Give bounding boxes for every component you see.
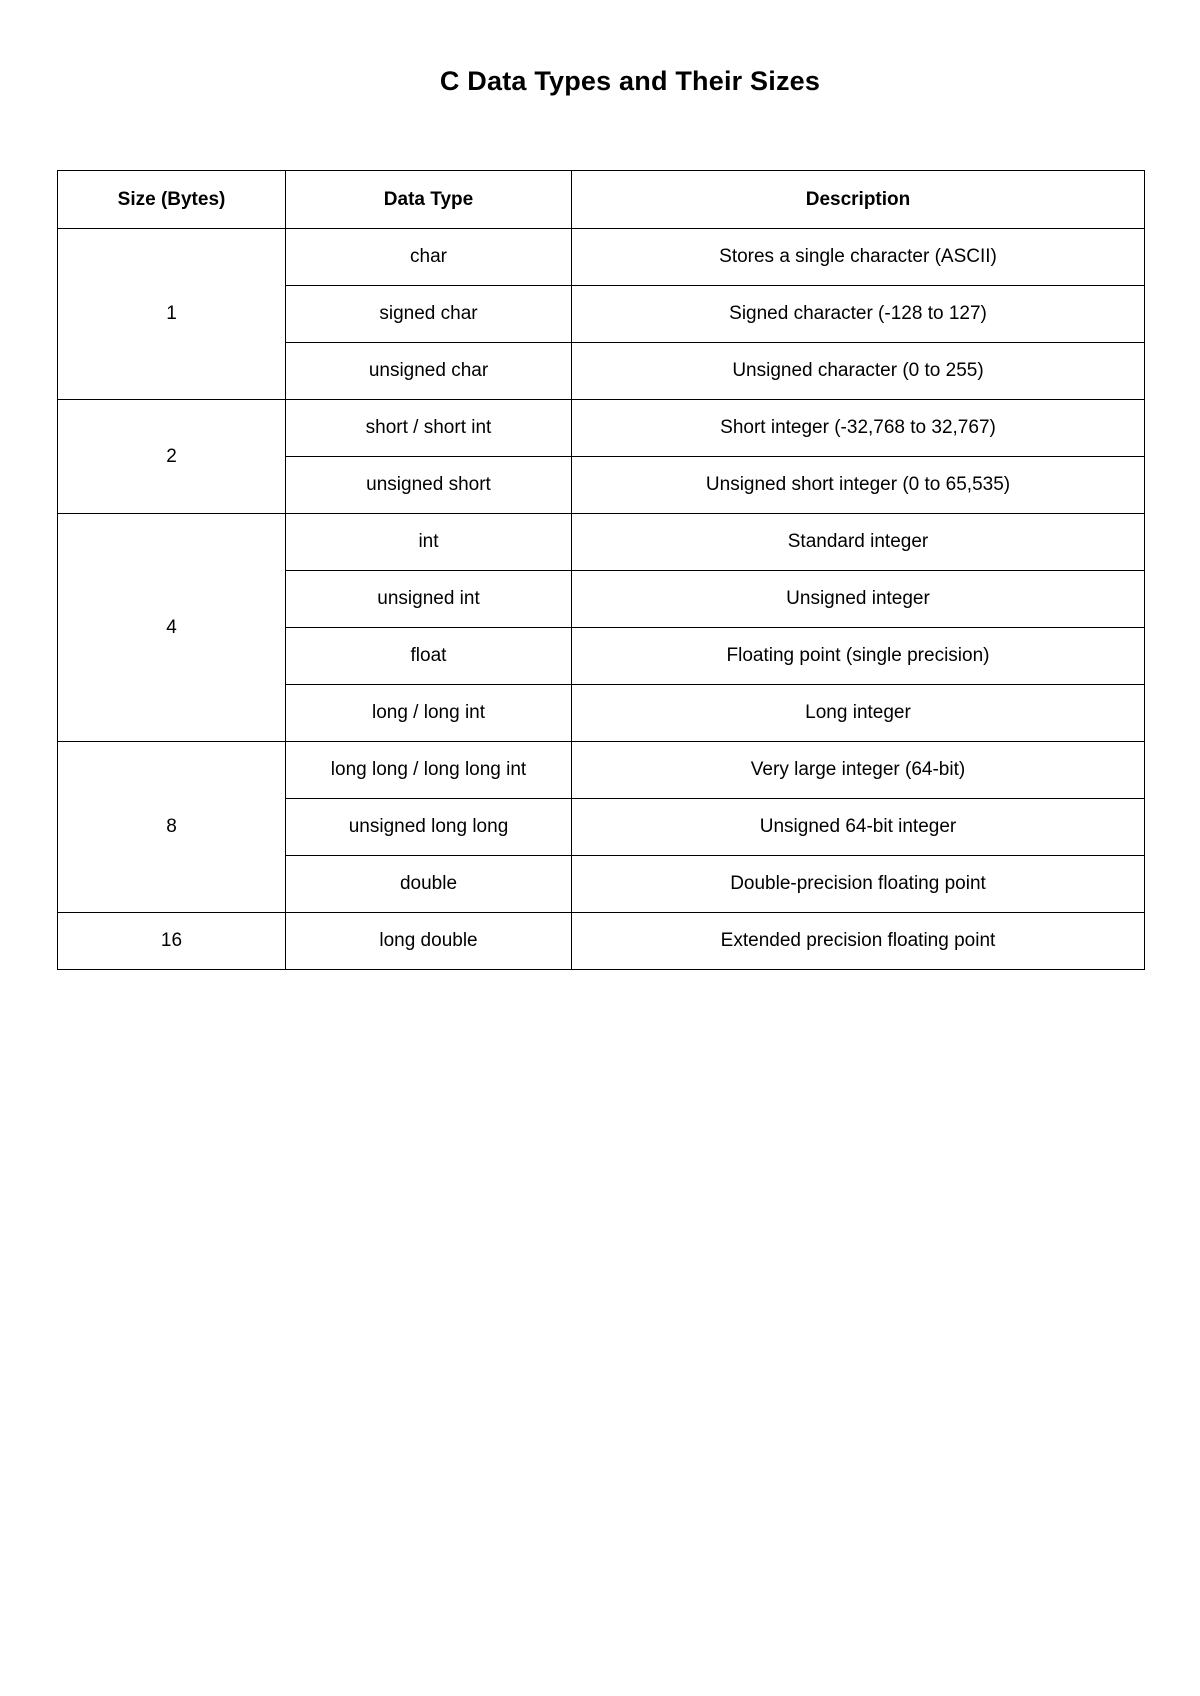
type-cell: float [286, 628, 572, 685]
description-cell: Unsigned short integer (0 to 65,535) [572, 457, 1145, 514]
description-cell: Short integer (-32,768 to 32,767) [572, 400, 1145, 457]
type-cell: unsigned short [286, 457, 572, 514]
size-cell: 8 [58, 742, 286, 913]
table-row [58, 400, 1145, 457]
description-cell: Extended precision floating point [572, 913, 1145, 970]
header-size: Size (Bytes) [58, 171, 286, 229]
type-cell: signed char [286, 286, 572, 343]
description-cell: Long integer [572, 685, 1145, 742]
description-cell: Unsigned character (0 to 255) [572, 343, 1145, 400]
table-header-row [58, 171, 1145, 229]
description-cell: Stores a single character (ASCII) [572, 229, 1145, 286]
page-title: C Data Types and Their Sizes [439, 66, 821, 96]
size-cell: 1 [58, 229, 286, 400]
type-cell: int [286, 514, 572, 571]
size-cell: 2 [58, 400, 286, 514]
description-cell: Floating point (single precision) [572, 628, 1145, 685]
header-data-type: Data Type [286, 171, 572, 229]
type-cell: long double [286, 913, 572, 970]
type-cell: long long / long long int [286, 742, 572, 799]
type-cell: unsigned int [286, 571, 572, 628]
table-row [58, 229, 1145, 286]
table-row [58, 913, 1145, 970]
size-cell: 4 [58, 514, 286, 742]
description-cell: Very large integer (64-bit) [572, 742, 1145, 799]
data-types-table [57, 170, 1145, 970]
type-cell: char [286, 229, 572, 286]
type-cell: short / short int [286, 400, 572, 457]
description-cell: Standard integer [572, 514, 1145, 571]
type-cell: unsigned long long [286, 799, 572, 856]
header-description: Description [572, 171, 1145, 229]
size-cell: 16 [58, 913, 286, 970]
table-row [58, 742, 1145, 799]
type-cell: long / long int [286, 685, 572, 742]
type-cell: unsigned char [286, 343, 572, 400]
description-cell: Unsigned 64-bit integer [572, 799, 1145, 856]
description-cell: Signed character (-128 to 127) [572, 286, 1145, 343]
table-row [58, 514, 1145, 571]
type-cell: double [286, 856, 572, 913]
description-cell: Double-precision floating point [572, 856, 1145, 913]
description-cell: Unsigned integer [572, 571, 1145, 628]
